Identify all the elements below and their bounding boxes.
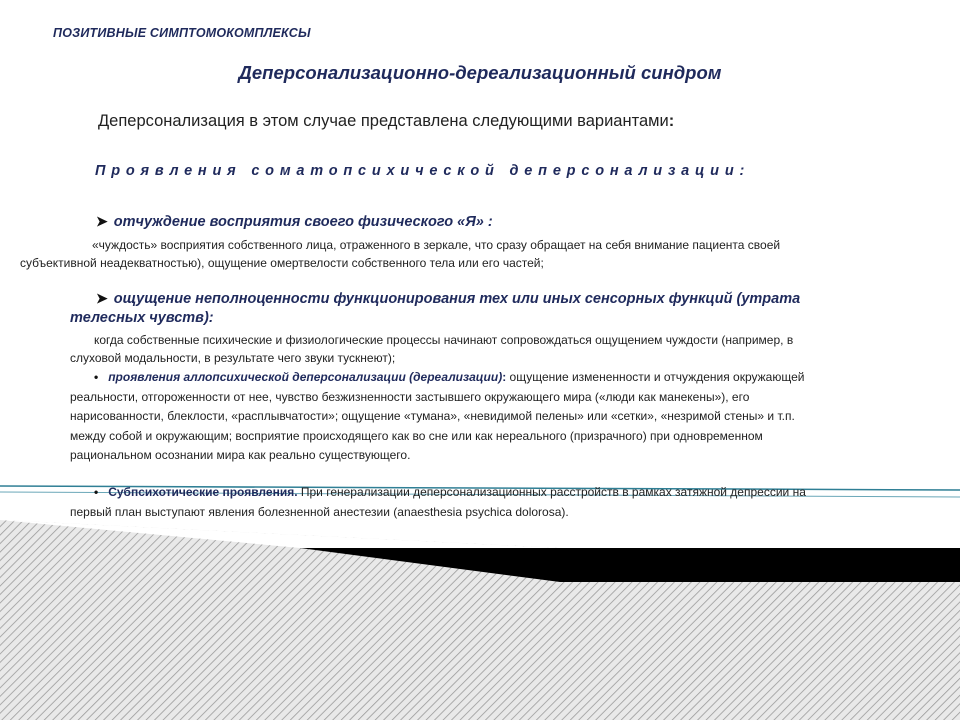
item1-heading (96, 212, 493, 232)
item2-line1-text: когда собственные психические и физиологические процессы начинают сопровождаться ощущением чуждости (например, в (94, 333, 794, 347)
item2-heading-line1-text: ощущение неполноценности функционирования тех или иных сенсорных функций (утрата (113, 291, 801, 307)
item2-line2: слуховой модальности, в результате чего звуки тускнеют); (70, 350, 396, 365)
bullet-dot-icon: • (94, 370, 99, 384)
subpsychotic-line1 (70, 483, 940, 503)
item2-heading-line1 (96, 289, 896, 309)
item1-line2: субъективной неадекватностью), ощущение омертвелости собственного тела или его частей; (20, 255, 544, 270)
item1-heading-text: отчуждение восприятия своего физического «Я» : (113, 214, 493, 230)
allopsychic-line1 (70, 368, 930, 388)
intro-body: Деперсонализация в этом случае представлена следующими вариантами (98, 112, 669, 130)
bullet-dot-icon: • (94, 485, 99, 499)
allopsychic-line5: рациональном осознании мира как реально существующего. (70, 448, 411, 462)
subpsychotic-line2: первый план выступают явления болезненной анестезии (anaesthesia psychica dolorosa). (70, 504, 569, 519)
allopsychic-line2: реальности, отгороженности от нее, чувство безжизненности застывшего окружающего мира («люди как манекены»), его (70, 389, 750, 404)
allopsychic-line3: нарисованности, блеклости, «расплывчатости»; ощущение «тумана», «невидимой пелены» или «сетки», «незримой стены» и т.п. (70, 409, 795, 423)
allopsychic-colon: : (502, 370, 507, 384)
item2-heading (96, 289, 896, 309)
item2-heading-line2: телесных чувств): (70, 310, 214, 326)
item1-line1-text: «чуждость» восприятия собственного лица, отраженного в зеркале, что сразу обращает на себя внимание пациента своей (92, 238, 781, 252)
section-label: ПОЗИТИВНЫЕ СИМПТОМОКОМПЛЕКСЫ (53, 26, 311, 40)
allopsychic-line4: между собой и окружающим; восприятие происходящего как во сне или как нереального (призрачного) при одновременном (70, 428, 763, 443)
subpsychotic-line1-rest: При генерализации деперсонализационных расстройств в рамках затяжной депрессии на (297, 485, 806, 499)
arrow-bullet-icon: ➤ (96, 213, 108, 229)
intro-colon: : (668, 112, 675, 130)
arrow-bullet-icon: ➤ (96, 290, 108, 306)
item2-line1 (70, 332, 930, 350)
manifestations-heading: Проявления соматопсихической деперсонализации: (95, 163, 751, 179)
allopsychic-lead: проявления аллопсихической деперсонализации (дереализации) (108, 370, 503, 384)
slide-title: Деперсонализационно-дереализационный синдром (238, 62, 722, 83)
allopsychic-line1-rest: ощущение измененности и отчуждения окружающей (506, 370, 805, 384)
intro-text (98, 112, 674, 131)
subpsychotic-lead: Субпсихотические проявления. (108, 485, 298, 499)
subpsychotic-block (70, 483, 940, 522)
item2-body (70, 332, 930, 367)
item1-line1 (20, 237, 940, 255)
item1-body (20, 237, 940, 272)
allopsychic-block (70, 368, 930, 466)
